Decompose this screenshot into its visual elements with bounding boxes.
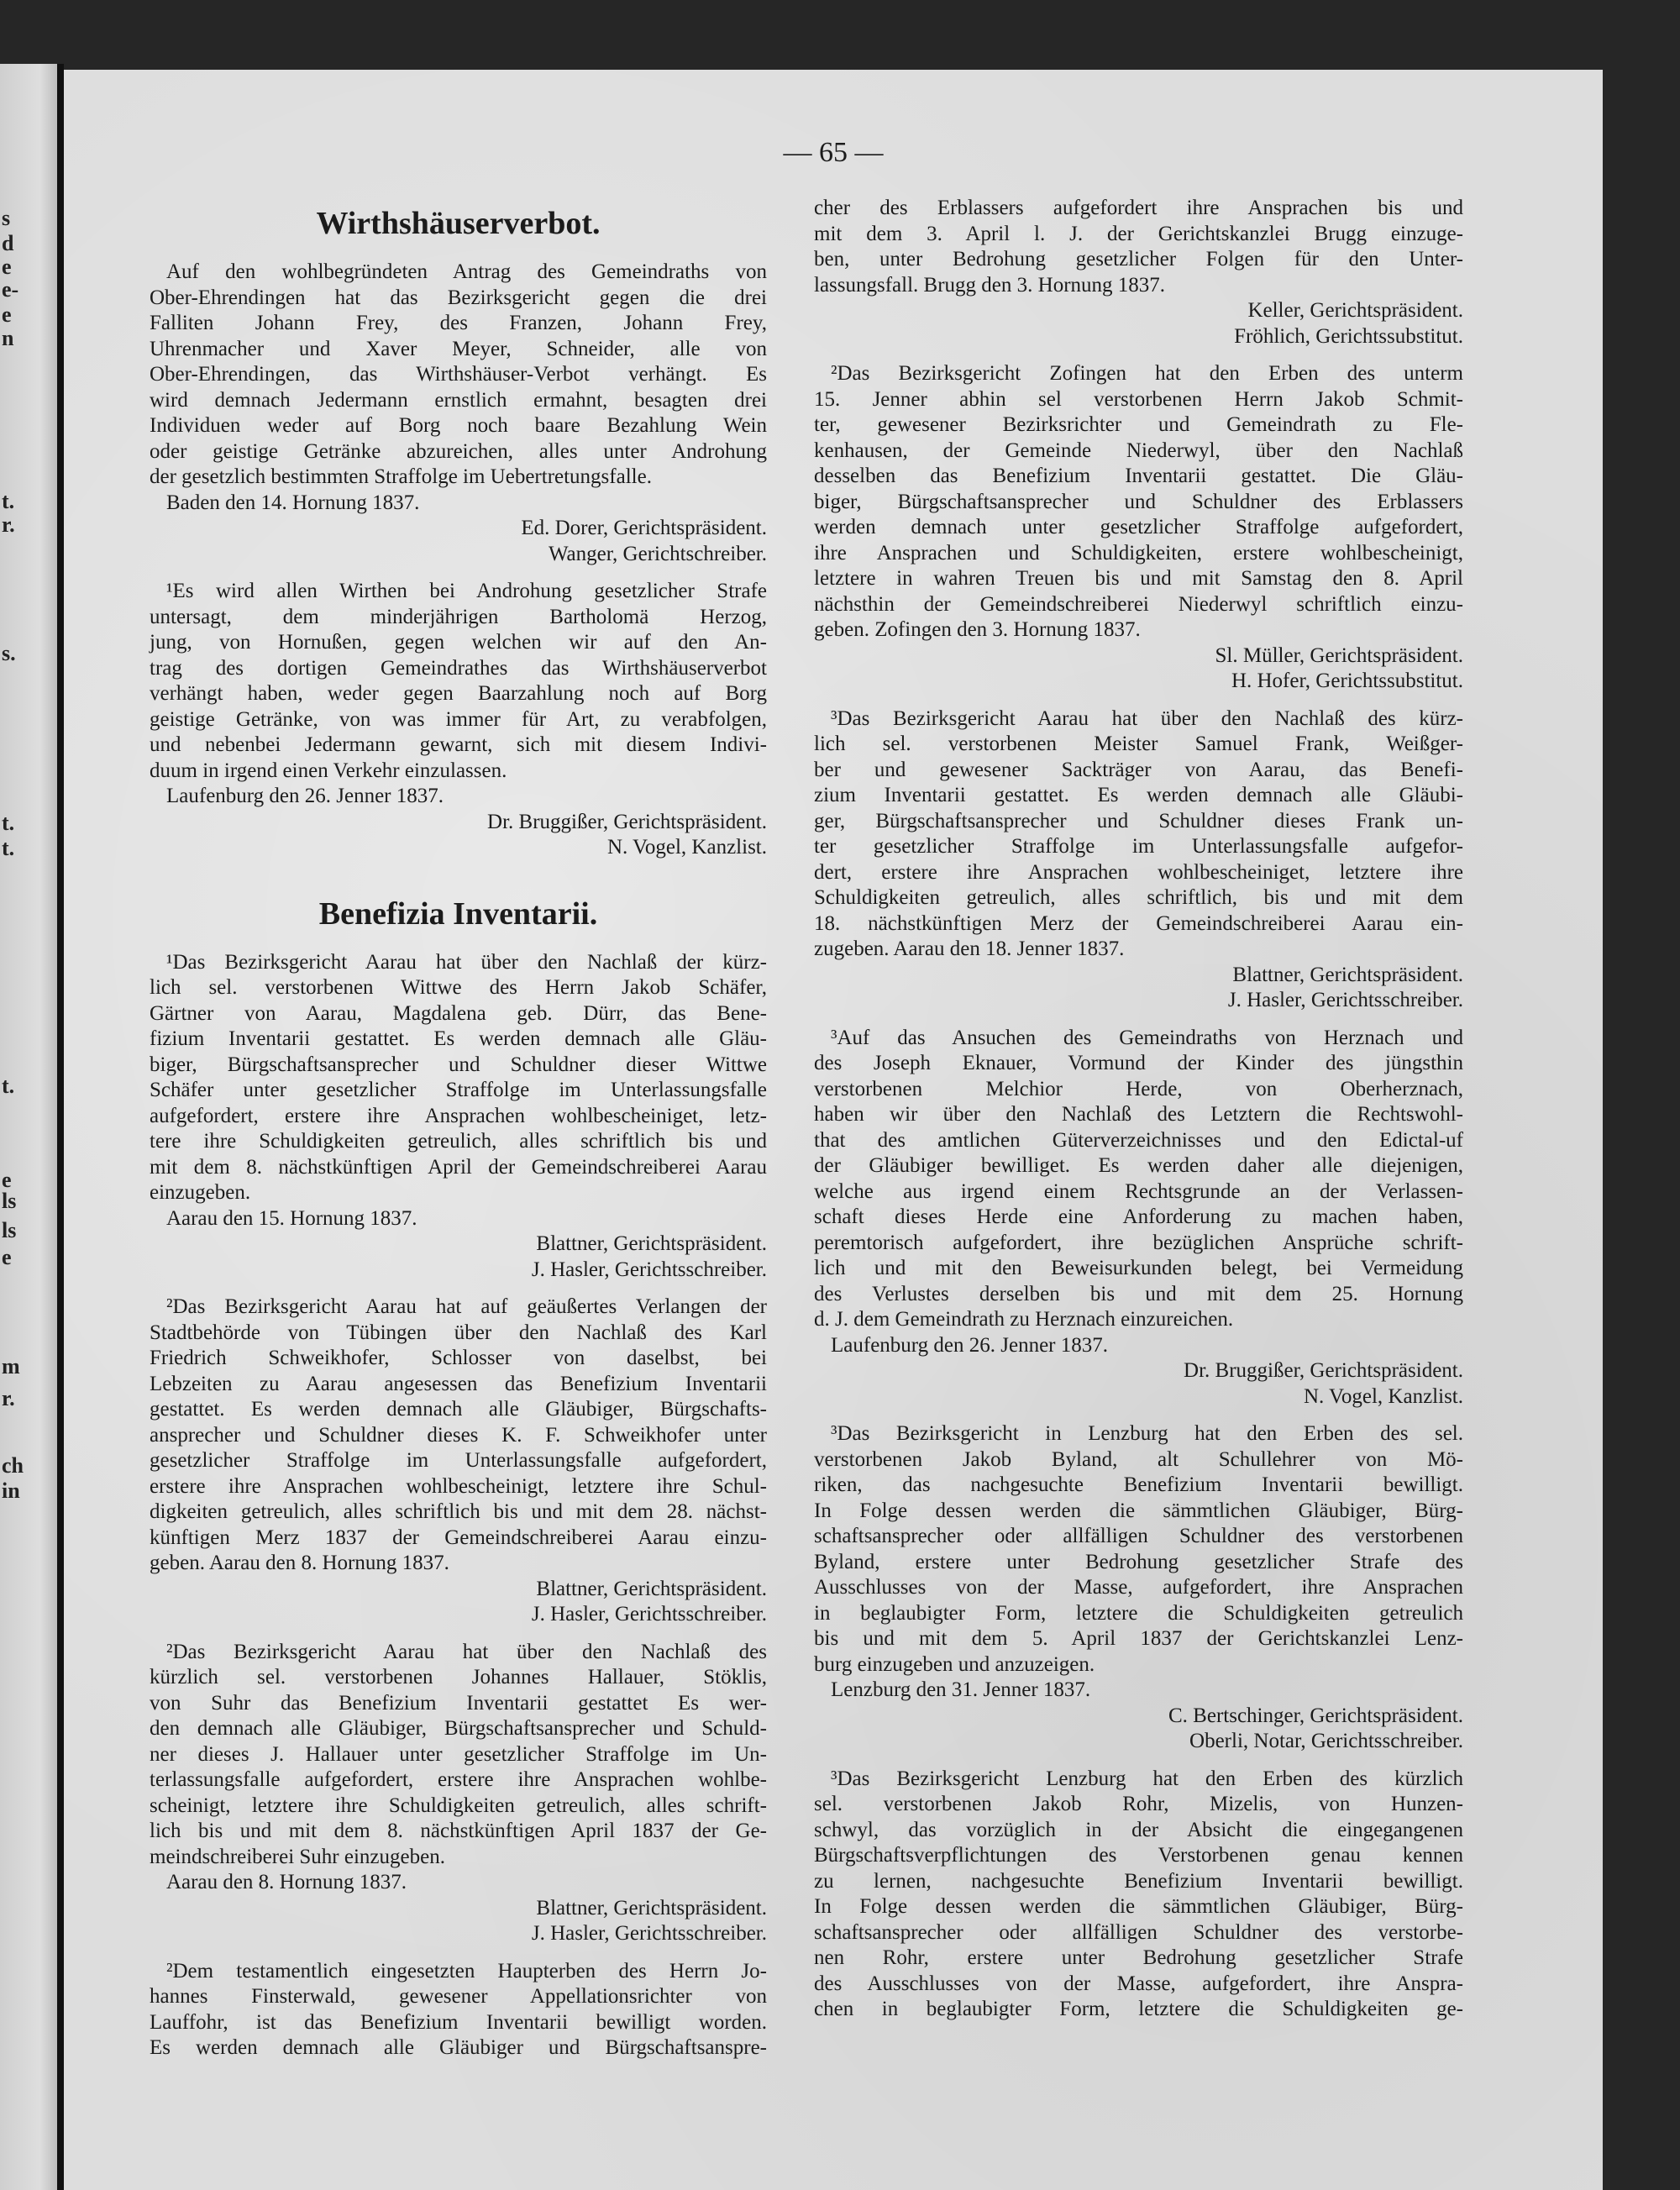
text-line: biger, Bürgschaftsansprecher und Schuldner dieser Wittwe (150, 1053, 767, 1076)
text-line: gesetzlicher Straffolge im Unterlassungsfalle aufgefordert, (150, 1449, 767, 1472)
notice-paragraph (814, 706, 1463, 963)
signature-line: Ed. Dorer, Gerichtspräsident. (521, 517, 767, 539)
previous-page-fragment: ls (2, 1218, 17, 1242)
previous-page-fragment: e (2, 302, 12, 327)
text-line: In Folge dessen werden die sämmtlichen Gläubiger, Bürg- (814, 1895, 1463, 1918)
text-line: zugeben. Aarau den 18. Jenner 1837. (814, 937, 1125, 960)
text-line: Uhrenmacher und Xaver Meyer, Schneider, alle von (150, 337, 767, 360)
text-line: verhängt haben, weder gegen Baarzahlung noch auf Borg (150, 682, 767, 705)
text-line: d. J. dem Gemeindrath zu Herznach einzureichen. (814, 1308, 1234, 1331)
text-line: oder geistige Getränke abzureichen, alles unter Androhung (150, 439, 767, 463)
signature-line: Wanger, Gerichtschreiber. (548, 542, 767, 565)
text-line: sel. verstorbenen Jakob Rohr, Mizelis, von Hunzen- (814, 1793, 1463, 1815)
previous-page-fragment: e (2, 255, 12, 279)
text-line: ben, unter Bedrohung gesetzlicher Folgen für den Unter- (814, 248, 1463, 270)
text-line: Bürgschaftsverpflichtungen des Verstorbenen genau kennen (814, 1844, 1463, 1867)
previous-page-fragment: e (2, 1168, 12, 1192)
text-line: Laufenburg den 26. Jenner 1837. (166, 785, 444, 807)
signature-block (814, 1704, 1463, 1755)
signature-line: J. Hasler, Gerichtsschreiber. (531, 1922, 767, 1945)
signature-block (150, 1232, 767, 1283)
text-line: lich sel. verstorbenen Meister Samuel Frank, Weißger- (814, 733, 1463, 755)
previous-page-fragment: r. (2, 1386, 15, 1410)
text-line: hannes Finsterwald, gewesener Appellationsrichter von (150, 1985, 767, 2008)
text-line: Lenzburg den 31. Jenner 1837. (831, 1678, 1091, 1701)
previous-page-fragment: n (2, 326, 14, 350)
section-heading: Wirthshäuserverbot. (316, 206, 601, 241)
text-line: digkeiten getreulich, alles schriftlich bis und mit dem 28. nächst- (150, 1500, 767, 1523)
text-line: ter, gewesener Bezirksrichter und Gemeindrath zu Fle- (814, 413, 1463, 436)
text-line: Lebzeiten zu Aarau angesessen das Benefizium Inventarii (150, 1372, 767, 1395)
signature-block (150, 1577, 767, 1628)
text-line: jung, von Hornußen, gegen welchen wir auf den An- (150, 631, 767, 654)
text-line: verstorbenen Melchior Herde, von Oberherznach, (814, 1077, 1463, 1100)
text-line: lich sel. verstorbenen Wittwe des Herrn Jakob Schäfer, (150, 976, 767, 999)
text-line: Es werden demnach alle Gläubiger und Bürgschaftsanspre- (150, 2036, 767, 2059)
text-line: scheinigt, letztere ihre Schuldigkeiten getreulich, alles schrift- (150, 1793, 767, 1817)
text-line: duum in irgend einen Verkehr einzulassen. (150, 759, 507, 782)
signature-line: Oberli, Notar, Gerichtsschreiber. (1189, 1730, 1463, 1752)
previous-page-fragment: t. (2, 1074, 15, 1098)
previous-page-fragment: ch (2, 1453, 24, 1478)
text-line: tere ihre Schuldigkeiten getreulich, alles schriftlich bis und (150, 1130, 767, 1153)
text-line: schaft dieses Herde eine Anforderung zu machen haben, (814, 1205, 1463, 1228)
text-line: In Folge dessen werden die sämmtlichen Gläubiger, Bürg- (814, 1499, 1463, 1522)
text-line: und nebenbei Jedermann gewarnt, sich mit diesem Indivi- (150, 733, 767, 756)
previous-page-fragment: e- (2, 277, 19, 302)
signature-block (814, 1358, 1463, 1410)
text-line: 18. nächstkünftigen Merz der Gemeindschreiberei Aarau ein- (814, 911, 1463, 935)
signature-line: H. Hofer, Gerichtssubstitut. (1231, 670, 1463, 692)
text-line: 15. Jenner abhin sel verstorbenen Herrn Jakob Schmit- (814, 387, 1463, 411)
newspaper-page (64, 70, 1603, 2190)
left-column (150, 196, 767, 2061)
text-line: Individuen weder auf Borg noch baare Bezahlung Wein (150, 414, 767, 437)
notice-paragraph (150, 1640, 767, 1871)
text-line: erstere ihre Ansprachen wohlbescheinigt, letztere ihre Schul- (150, 1474, 767, 1498)
notice-paragraph (150, 579, 767, 784)
text-line: Auf den wohlbegründeten Antrag des Gemeindraths von (166, 260, 767, 283)
text-line: haben wir über den Nachlaß des Letztern die Rechtswohl- (814, 1103, 1463, 1126)
text-line: Ausschlusses von der Masse, aufgefordert, ihre Ansprachen (814, 1576, 1463, 1599)
text-line: lich und mit den Beweisurkunden belegt, bei Vermeidung (814, 1257, 1463, 1279)
text-line: Falliten Johann Frey, des Franzen, Johann Frey, (150, 312, 767, 334)
text-line: von Suhr das Benefizium Inventarii gestattet Es wer- (150, 1691, 767, 1715)
text-line: ²Das Bezirksgericht Aarau hat über den Nachlaß des (166, 1640, 767, 1663)
text-line: nen Rohr, erstere unter Bedrohung gesetzlicher Strafe (814, 1946, 1463, 1969)
text-line: schwyl, das vorzüglich in der Absicht die eingegangenen (814, 1818, 1463, 1841)
text-line: ner dieses J. Hallauer unter gesetzlicher Straffolge im Un- (150, 1742, 767, 1766)
text-line: wird demnach Jedermann ernstlich ermahnt, besagten drei (150, 388, 767, 412)
text-line: Byland, erstere unter Bedrohung gesetzlicher Strafe des (814, 1550, 1463, 1573)
previous-page-fragment: s. (2, 641, 16, 665)
notice-paragraph (814, 196, 1463, 298)
text-line: des Verlustes derselben bis und mit dem 25. Hornung (814, 1282, 1463, 1305)
text-line: der gesetzlich bestimmten Straffolge im Uebertretungsfalle. (150, 465, 652, 488)
text-line: geben. Zofingen den 3. Hornung 1837. (814, 618, 1141, 641)
text-line: dert, erstere ihre Ansprachen wohlbescheiniget, letztere ihre (814, 860, 1463, 884)
text-line: Baden den 14. Hornung 1837. (166, 491, 420, 514)
place-date-line (150, 1206, 767, 1232)
previous-page-fragment: e (2, 1245, 12, 1269)
previous-page-fragment: in (2, 1478, 20, 1503)
place-date-line (150, 491, 767, 517)
previous-page-fragment: d (2, 231, 14, 255)
text-line: cher des Erblassers aufgefordert ihre Ansprachen bis und (814, 197, 1463, 219)
signature-block (150, 810, 767, 861)
text-line: ansprecher und Schuldner dieses K. F. Schweikhofer unter (150, 1423, 767, 1447)
previous-page-fragment: t. (2, 836, 15, 860)
signature-line: N. Vogel, Kanzlist. (606, 836, 767, 859)
text-line: ³Das Bezirksgericht Aarau hat über den Nachlaß des kürz- (831, 706, 1463, 730)
previous-page-fragment: t. (2, 811, 15, 835)
text-line: meindschreiberei Suhr einzugeben. (150, 1845, 445, 1868)
text-line: ¹Das Bezirksgericht Aarau hat über den Nachlaß der kürz- (166, 950, 767, 974)
text-line: Aarau den 8. Hornung 1837. (166, 1871, 407, 1893)
text-line: geistige Getränke, von was immer für Art, zu verabfolgen, (150, 707, 767, 731)
signature-block (814, 963, 1463, 1014)
place-date-line (150, 1870, 767, 1896)
right-column (814, 196, 1463, 2023)
text-line: ²Das Bezirksgericht Zofingen hat den Erben des unterm (831, 362, 1463, 385)
text-line: Schäfer unter gesetzlicher Straffolge im Unterlassungsfalle (150, 1079, 767, 1101)
text-line: künftigen Merz 1837 der Gemeindschreiberei Aarau einzu- (150, 1526, 767, 1549)
text-line: chen in beglaubigter Form, letztere die Schuldigkeiten ge- (814, 1998, 1463, 2020)
text-line: ³Das Bezirksgericht in Lenzburg hat den Erben des sel. (831, 1422, 1463, 1445)
notice-paragraph (814, 361, 1463, 643)
text-line: schaftsansprecher oder allfälligen Schuldner des verstorbe- (814, 1920, 1463, 1944)
text-line: Schuldigkeiten getreulich, alles schriftlich, bis und mit dem (814, 886, 1463, 909)
previous-page-edge (0, 64, 57, 2190)
notice-paragraph (814, 1421, 1463, 1678)
text-line: Laufenburg den 26. Jenner 1837. (831, 1333, 1109, 1357)
text-line: Gärtner von Aarau, Magdalena geb. Dürr, das Bene- (150, 1001, 767, 1025)
text-line: Ober-Ehrendingen, das Wirthshäuser-Verbot verhängt. Es (150, 363, 767, 386)
signature-block (150, 1896, 767, 1947)
signature-line: N. Vogel, Kanzlist. (1303, 1384, 1463, 1408)
text-line: aufgefordert, erstere ihre Ansprachen wohlbescheiniget, letz- (150, 1104, 767, 1127)
text-line: zu lernen, nachgesuchte Benefizium Inventarii bewilligt. (814, 1869, 1463, 1893)
signature-line: Keller, Gerichtspräsident. (1247, 299, 1463, 322)
signature-block (150, 516, 767, 567)
text-line: fizium Inventarii gestattet. Es werden demnach alle Gläu- (150, 1027, 767, 1050)
text-line: mit dem 3. April l. J. der Gerichtskanzlei Brugg einzuge- (814, 222, 1463, 245)
previous-page-fragment: ls (2, 1189, 17, 1213)
text-line: lich bis und mit dem 8. nächstkünftigen April 1837 der Ge- (150, 1820, 767, 1842)
text-line: des Joseph Eknauer, Vormund der Kinder des jüngsthin (814, 1052, 1463, 1074)
text-line: ger, Bürgschaftsansprecher und Schuldner dieses Frank un- (814, 809, 1463, 832)
text-line: des Ausschlusses von der Masse, aufgefordert, ihre Anspra- (814, 1972, 1463, 1995)
text-line: ¹Es wird allen Wirthen bei Androhung gesetzlicher Strafe (166, 580, 767, 602)
text-line: letztere in wahren Treuen bis und mit Samstag den 8. April (814, 567, 1463, 590)
text-line: kenhausen, der Gemeinde Niederwyl, über den Nachlaß (814, 439, 1463, 462)
text-line: ter gesetzlicher Straffolge im Unterlassungsfalle aufgefor- (814, 835, 1463, 858)
book-gutter (57, 64, 64, 2190)
text-line: ³Das Bezirksgericht Lenzburg hat den Erben des kürzlich (831, 1767, 1463, 1790)
notice-paragraph (150, 1295, 767, 1577)
signature-block (814, 643, 1463, 695)
text-line: biger, Bürgschaftsansprecher und Schuldner des Erblassers (814, 490, 1463, 513)
text-line: ²Dem testamentlich eingesetzten Haupterben des Herrn Jo- (166, 1959, 767, 1983)
text-line: mit dem 8. nächstkünftigen April der Gemeindschreiberei Aarau (150, 1155, 767, 1179)
text-line: burg einzugeben und anzuzeigen. (814, 1652, 1095, 1676)
text-line: peremtorisch aufgefordert, ihre bezüglichen Ansprüche schrift- (814, 1231, 1463, 1254)
signature-line: J. Hasler, Gerichtsschreiber. (531, 1258, 767, 1281)
text-line: that des amtlichen Güterverzeichnisses und den Edictal-uf (814, 1128, 1463, 1152)
notice-paragraph (150, 950, 767, 1206)
text-line: bis und mit dem 5. April 1837 der Gerichtskanzlei Lenz- (814, 1627, 1463, 1650)
text-line: Ober-Ehrendingen hat das Bezirksgericht gegen die drei (150, 286, 767, 309)
notice-paragraph (814, 1026, 1463, 1333)
text-line: zium Inventarii gestattet. Es werden demnach alle Gläubi- (814, 784, 1463, 806)
signature-line: Blattner, Gerichtspräsident. (536, 1232, 767, 1255)
previous-page-fragment: t. (2, 489, 15, 513)
text-line: in beglaubigter Form, letztere die Schuldigkeiten getreulich (814, 1601, 1463, 1625)
text-line: ³Auf das Ansuchen des Gemeindraths von Herznach und (831, 1026, 1463, 1049)
place-date-line (150, 784, 767, 810)
previous-page-fragment: r. (2, 512, 15, 537)
place-date-line (814, 1678, 1463, 1704)
signature-line: Dr. Bruggißer, Gerichtspräsident. (1184, 1359, 1463, 1382)
text-line: werden demnach unter gesetzlicher Straffolge aufgefordert, (814, 516, 1463, 538)
text-line: ber und gewesener Sackträger von Aarau, das Benefi- (814, 758, 1463, 781)
signature-line: Blattner, Gerichtspräsident. (536, 1896, 767, 1920)
text-line: Stadtbehörde von Tübingen über den Nachlaß des Karl (150, 1321, 767, 1344)
notice-paragraph (150, 1959, 767, 2061)
text-line: trag des dortigen Gemeindrathes das Wirthshäuserverbot (150, 656, 767, 680)
text-line: schaftsansprecher oder allfälligen Schuldner des verstorbenen (814, 1525, 1463, 1547)
text-line: den demnach alle Gläubiger, Bürgschaftsansprecher und Schuld- (150, 1717, 767, 1740)
previous-page-fragment: m (2, 1354, 20, 1379)
text-line: gestattet. Es werden demnach alle Gläubiger, Bürgschafts- (150, 1398, 767, 1421)
text-line: ²Das Bezirksgericht Aarau hat auf geäußertes Verlangen der (166, 1295, 767, 1318)
signature-line: Blattner, Gerichtspräsident. (536, 1577, 767, 1600)
text-line: geben. Aarau den 8. Hornung 1837. (150, 1552, 449, 1574)
signature-block (814, 298, 1463, 349)
text-line: welche aus irgend einem Rechtsgrunde an der Verlassen- (814, 1179, 1463, 1203)
notice-paragraph (150, 260, 767, 491)
text-line: Lauffohr, ist das Benefizium Inventarii bewilligt worden. (150, 2010, 767, 2034)
text-line: riken, das nachgesuchte Benefizium Inventarii bewilligt. (814, 1473, 1463, 1496)
text-line: kürzlich sel. verstorbenen Johannes Hallauer, Stöklis, (150, 1666, 767, 1688)
text-line: nächsthin der Gemeindschreiberei Niederwyl schriftlich einzu- (814, 592, 1463, 616)
notice-paragraph (814, 1767, 1463, 2023)
signature-line: C. Bertschinger, Gerichtspräsident. (1168, 1704, 1463, 1727)
signature-line: Fröhlich, Gerichtssubstitut. (1234, 324, 1463, 348)
previous-page-fragment: s (2, 206, 11, 230)
text-line: lassungsfall. Brugg den 3. Hornung 1837. (814, 273, 1166, 297)
text-line: ihre Ansprachen und Schuldigkeiten, erstere wohlbescheinigt, (814, 541, 1463, 565)
text-line: Aarau den 15. Hornung 1837. (166, 1206, 417, 1230)
text-line: Friedrich Schweikhofer, Schlosser von daselbst, bei (150, 1347, 767, 1369)
text-line: der Gläubiger bewilliget. Es werden daher alle diejenigen, (814, 1154, 1463, 1177)
text-line: untersagt, dem minderjährigen Bartholomä Herzog, (150, 605, 767, 628)
text-line: terlassungsfalle aufgefordert, erstere ihre Ansprachen wohlbe- (150, 1768, 767, 1791)
signature-line: Blattner, Gerichtspräsident. (1232, 963, 1463, 986)
text-line: desselben das Benefizium Inventarii gestattet. Die Gläu- (814, 465, 1463, 487)
place-date-line (814, 1333, 1463, 1359)
signature-line: J. Hasler, Gerichtsschreiber. (1227, 989, 1463, 1011)
signature-line: Dr. Bruggißer, Gerichtspräsident. (487, 810, 767, 833)
text-line: einzugeben. (150, 1181, 251, 1204)
section-heading: Benefizia Inventarii. (318, 895, 598, 932)
signature-line: J. Hasler, Gerichtsschreiber. (531, 1603, 767, 1625)
page-number: — 65 — (783, 137, 884, 168)
text-line: verstorbenen Jakob Byland, alt Schullehrer von Mö- (814, 1447, 1463, 1471)
signature-line: Sl. Müller, Gerichtspräsident. (1215, 643, 1463, 667)
